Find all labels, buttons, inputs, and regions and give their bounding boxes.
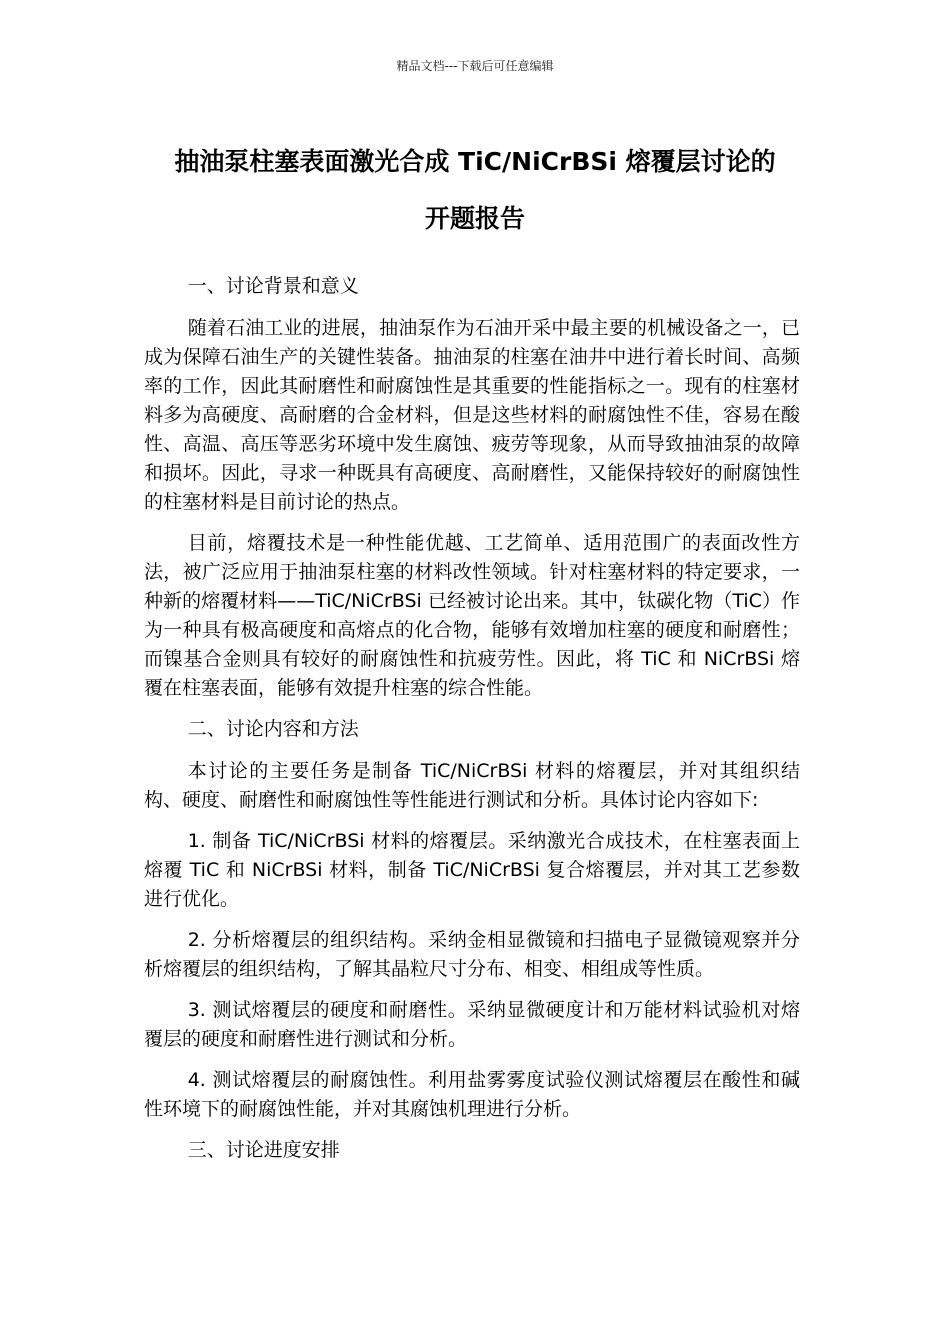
list-item-4: 4. 测试熔覆层的耐腐蚀性。利用盐雾雾度试验仪测试熔覆层在酸性和碱性环境下的耐腐蚀性能，并对其腐蚀机理进行分析。 [144,1069,800,1120]
title-line-2: 开题报告 [424,204,525,233]
list-item-3: 3. 测试熔覆层的硬度和耐磨性。采纳显微硬度计和万能材料试验机对熔覆层的硬度和耐磨性进行测试和分析。 [144,999,800,1050]
document-body [144,272,800,1178]
section-heading-content-method: 二、讨论内容和方法 [187,718,359,740]
title-line-1: 抽油泵柱塞表面激光合成 TiC/NiCrBSi 熔覆层讨论的 [174,147,776,176]
paragraph-cladding-technology: 目前，熔覆技术是一种性能优越、工艺简单、适用范围广的表面改性方法，被广泛应用于抽油泵柱塞的材料改性领域。针对柱塞材料的特定要求，一种新的熔覆材料——TiC/NiCrBSi 已经被讨论出来。其中，钛碳化物（TiC）作为一种具有极高硬度和高熔点的化合物，能够有效增加柱塞的硬度和耐磨性；而镍基合金则具有较好的耐腐蚀性和抗疲劳性。因此，将 TiC 和 NiCrBSi 熔覆在柱塞表面，能够有效提升柱塞的综合性能。 [144,532,800,699]
list-item-2: 2. 分析熔覆层的组织结构。采纳金相显微镜和扫描电子显微镜观察并分析熔覆层的组织结构，了解其晶粒尺寸分布、相变、相组成等性质。 [144,929,800,980]
paragraph-background: 随着石油工业的进展，抽油泵作为石油开采中最主要的机械设备之一，已成为保障石油生产的关键性装备。抽油泵的柱塞在油井中进行着长时间、高频率的工作，因此其耐磨性和耐腐蚀性是其重要的性能指标之一。现有的柱塞材料多为高硬度、高耐磨的合金材料，但是这些材料的耐腐蚀性不佳，容易在酸性、高温、高压等恶劣环境中发生腐蚀、疲劳等现象，从而导致抽油泵的故障和损坏。因此，寻求一种既具有高硬度、高耐磨性，又能保持较好的耐腐蚀性的柱塞材料是目前讨论的热点。 [144,317,800,513]
section-heading-schedule: 三、讨论进度安排 [187,1139,340,1161]
paragraph-main-task: 本讨论的主要任务是制备 TiC/NiCrBSi 材料的熔覆层，并对其组织结构、硬度、耐磨性和耐腐蚀性等性能进行测试和分析。具体讨论内容如下: [144,760,800,811]
section-heading-background: 一、讨论背景和意义 [187,275,359,297]
page-watermark: 精品文档---下载后可任意编辑 [396,59,554,73]
list-item-1: 1. 制备 TiC/NiCrBSi 材料的熔覆层。采纳激光合成技术，在柱塞表面上熔覆 TiC 和 NiCrBSi 材料，制备 TiC/NiCrBSi 复合熔覆层，并对其工艺参数进行优化。 [144,830,800,910]
document-title [120,133,830,247]
